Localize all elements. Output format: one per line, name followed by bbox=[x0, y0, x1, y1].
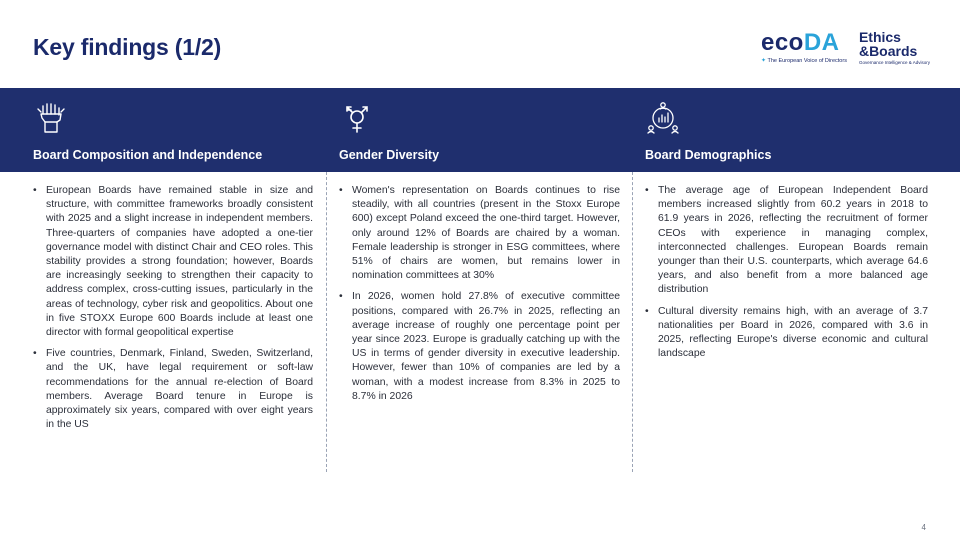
eu-stars-icon: ✦ bbox=[760, 58, 767, 64]
list-item: • Five countries, Denmark, Finland, Sweden, Switzerland, and the UK, have legal requirement or soft-law recommendations for the annual re-election of Board members. Average Board tenure in Europe is approximately six years, compared with over eight years in the US bbox=[33, 347, 313, 432]
bullet-list bbox=[33, 184, 313, 432]
list-item: • European Boards have remained stable in size and structure, with committee frameworks broadly consistent with 2025 and a slight increase in independent members. Three-quarters of companies have adopted a one-tier governance model with distinct Chair and CEO roles. This stability provides a strong foundation; however, Boards are increasingly seeking to strengthen their capacity to address complex, cross-cutting issues, particularly in the areas of technology, cyber risk and geopolitics. About one in five STOXX Europe 600 Boards include at least one director with formal geopolitical expertise bbox=[33, 184, 313, 340]
raised-fist-icon bbox=[33, 100, 69, 136]
header-board-composition bbox=[33, 88, 313, 172]
header-gender-diversity bbox=[339, 88, 619, 172]
bullet-list bbox=[645, 184, 928, 361]
logos bbox=[761, 30, 930, 72]
list-item: • Cultural diversity remains high, with an average of 3.7 nationalities per Board in 2026, compared with 3.6 in 2025, reflecting Europe's diverse economic and cultural landscape bbox=[645, 305, 928, 362]
eb-logo-line2: &Boards bbox=[858, 43, 918, 59]
people-chart-icon bbox=[645, 100, 681, 136]
list-item: • In 2026, women hold 27.8% of executive committee positions, compared with 26.7% in 2025, reflecting an average increase of roughly one percentage point per year since 2023. Europe is gradually catching up with the US in terms of gender diversity in executive leadership. However, fewer than 10% of companies are led by a woman, with a modest increase from 8.3% in 2025 to 8.7% in 2026 bbox=[339, 290, 620, 404]
column-board-composition bbox=[33, 172, 313, 472]
page-number: 4 bbox=[921, 523, 926, 532]
ecoda-logo bbox=[761, 30, 847, 64]
ethics-boards-logo bbox=[859, 30, 930, 65]
list-item: • The average age of European Independent Board members increased slightly from 60.2 years in 2018 to 61.9 years in 2026, reflecting the recruitment of former CEOs with experience in managing complex, interconnected challenges. European Boards remain younger than their U.S. counterparts, which average 64.6 years, and also benefit from a more balanced age distribution bbox=[645, 184, 928, 298]
eb-logo-line1: Ethics bbox=[858, 29, 901, 45]
bullet-list bbox=[339, 184, 620, 404]
column-gender-diversity bbox=[339, 172, 620, 472]
column-heading: Gender Diversity bbox=[339, 148, 440, 162]
eb-tagline: Governance Intelligence & Advisory bbox=[858, 60, 930, 65]
page-title: Key findings (1/2) bbox=[33, 34, 222, 60]
ecoda-logo-prefix: eco bbox=[760, 29, 804, 56]
column-divider bbox=[326, 172, 327, 472]
ecoda-tagline: The European Voice of Directors bbox=[767, 58, 847, 64]
section-header-band bbox=[0, 88, 960, 172]
list-item: • Women's representation on Boards continues to rise steadily, with all countries (present in the Stoxx Europe 600) except Poland exceed the one-third target. However, only around 12% of Boards are chaired by a woman. Female leadership is stronger in ESG committees, where 51% of chairs are women, but remains lower in nomination committees at 30% bbox=[339, 184, 620, 283]
gender-symbol-icon bbox=[339, 100, 375, 136]
ecoda-logo-suffix: DA bbox=[803, 29, 840, 56]
column-heading: Board Demographics bbox=[645, 148, 772, 162]
column-divider bbox=[632, 172, 633, 472]
column-heading: Board Composition and Independence bbox=[33, 148, 263, 162]
header-board-demographics bbox=[645, 88, 930, 172]
column-board-demographics bbox=[645, 172, 928, 472]
